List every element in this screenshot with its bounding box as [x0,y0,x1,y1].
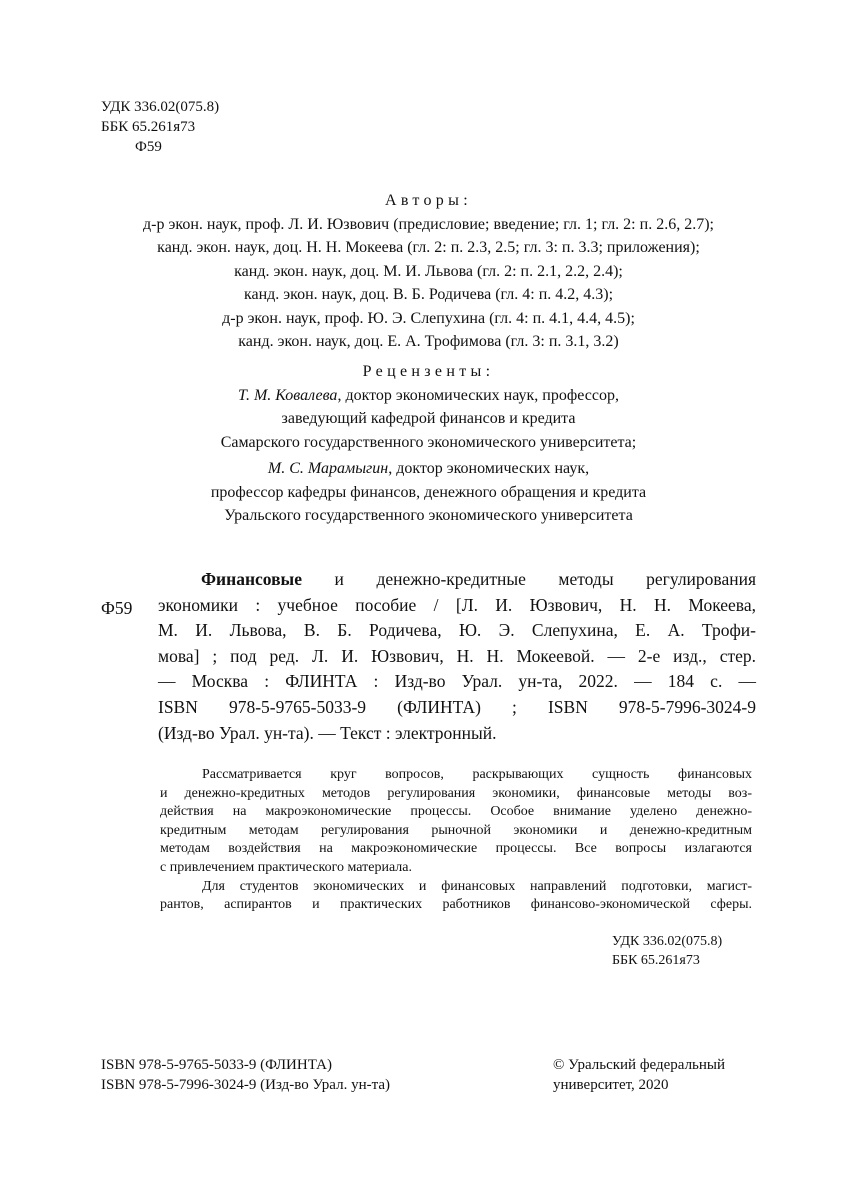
abstract-line: Рассматривается круг вопросов, раскрывающих сущность финансовых [202,767,752,782]
reviewer-title: , доктор экономических наук, профессор, [337,386,619,404]
abstract-line: рантов, аспирантов и практических работников финансово-экономической сферы. [160,897,752,913]
abstract-line: Для студентов экономических и финансовых направлений подготовки, магист- [202,878,752,894]
abstract-line: действия на макроэкономические процессы. Особое внимание уделено денежно- [160,804,752,820]
reviewer-line [0,457,857,481]
catalog-title-rest: и денежно-кредитные методы регулирования [302,569,756,589]
reviewer-line: заведующий кафедрой финансов и кредита [281,410,576,427]
copyright-notice [553,1055,725,1095]
reviewer-line [0,384,857,408]
catalog-entry [158,567,756,746]
authors-section [0,189,857,354]
bbk-code: ББК 65.261я73 [612,953,700,968]
isbn-line: ISBN 978-5-7996-3024-9 (Изд-во Урал. ун-та) [101,1077,390,1093]
reviewer-name: М. С. Марамыгин [267,460,389,477]
reviewers-section [0,360,857,528]
catalog-line: ISBN 978-5-9765-5033-9 (ФЛИНТА) ; ISBN 978-5-7996-3024-9 [158,696,756,717]
author-line: канд. экон. наук, доц. Н. Н. Мокеева (гл. 2: п. 2.3, 2.5; гл. 3: п. 3.3; приложения); [157,239,700,256]
reviewers-heading: Рецензенты: [362,363,495,380]
reviewer-line: профессор кафедры финансов, денежного обращения и кредита [210,483,647,501]
abstract-line: и денежно-кредитных методов регулирования экономики, финансовые методы воз- [160,785,752,801]
udk-code: УДК 336.02(075.8) [612,934,723,949]
classification-codes-bottom [612,932,722,970]
catalog-line: М. И. Львова, В. Б. Родичева, Ю. Э. Слепухина, Е. А. Трофи- [158,620,756,641]
classification-codes-top [101,97,219,157]
catalog-title-bold: Финансовые [201,569,302,589]
bbk-code: ББК 65.261я73 [101,119,196,135]
reviewer-title: , доктор экономических наук, [388,460,590,477]
reviewer-name: Т. М. Ковалева [238,386,338,404]
isbn-block [101,1055,390,1095]
author-line: канд. экон. наук, доц. В. Б. Родичева (гл. 4: п. 4.2, 4.3); [243,286,614,303]
reviewer-line: Самарского государственного экономического университета; [220,433,637,451]
catalog-code: Ф59 [101,598,133,618]
author-line: канд. экон. наук, доц. М. И. Львова (гл. 2: п. 2.1, 2.2, 2.4); [234,262,623,280]
catalog-line: мова] ; под ред. Л. И. Юзвович, Н. Н. Мокеевой. — 2-е изд., стер. [158,645,756,666]
udk-code: УДК 336.02(075.8) [101,99,220,115]
author-line: д-р экон. наук, проф. Ю. Э. Слепухина (гл. 4: п. 4.1, 4.4, 4.5); [222,309,635,327]
catalog-line [158,567,756,593]
catalog-line: экономики : учебное пособие / [Л. И. Юзвович, Н. Н. Мокеева, [158,594,756,615]
abstract-line: методам воздействия на макроэкономические процессы. Все вопросы излагаются [160,841,752,857]
author-line: канд. экон. наук, доц. Е. А. Трофимова (гл. 3: п. 3.1, 3.2) [238,333,619,350]
abstract-line: кредитным методам регулирования рыночной экономики и денежно-кредитным [160,822,752,838]
reviewer-line: Уральского государственного экономического университета [224,507,633,524]
abstract [160,766,752,915]
authors-heading: Авторы: [385,192,472,209]
abstract-line: с привлечением практического материала. [160,859,412,875]
author-line: д-р экон. наук, проф. Л. И. Юзвович (предисловие; введение; гл. 1; гл. 2: п. 2.6, 2.7); [143,215,714,233]
copyright-line: университет, 2020 [553,1077,669,1093]
author-mark: Ф59 [135,139,162,155]
catalog-line: — Москва : ФЛИНТА : Изд-во Урал. ун-та, 2022. — 184 с. — [158,671,756,692]
copyright-line: © Уральский федеральный [553,1057,726,1073]
isbn-line: ISBN 978-5-9765-5033-9 (ФЛИНТА) [101,1057,332,1073]
catalog-line: (Изд-во Урал. ун-та). — Текст : электронный. [158,722,497,743]
